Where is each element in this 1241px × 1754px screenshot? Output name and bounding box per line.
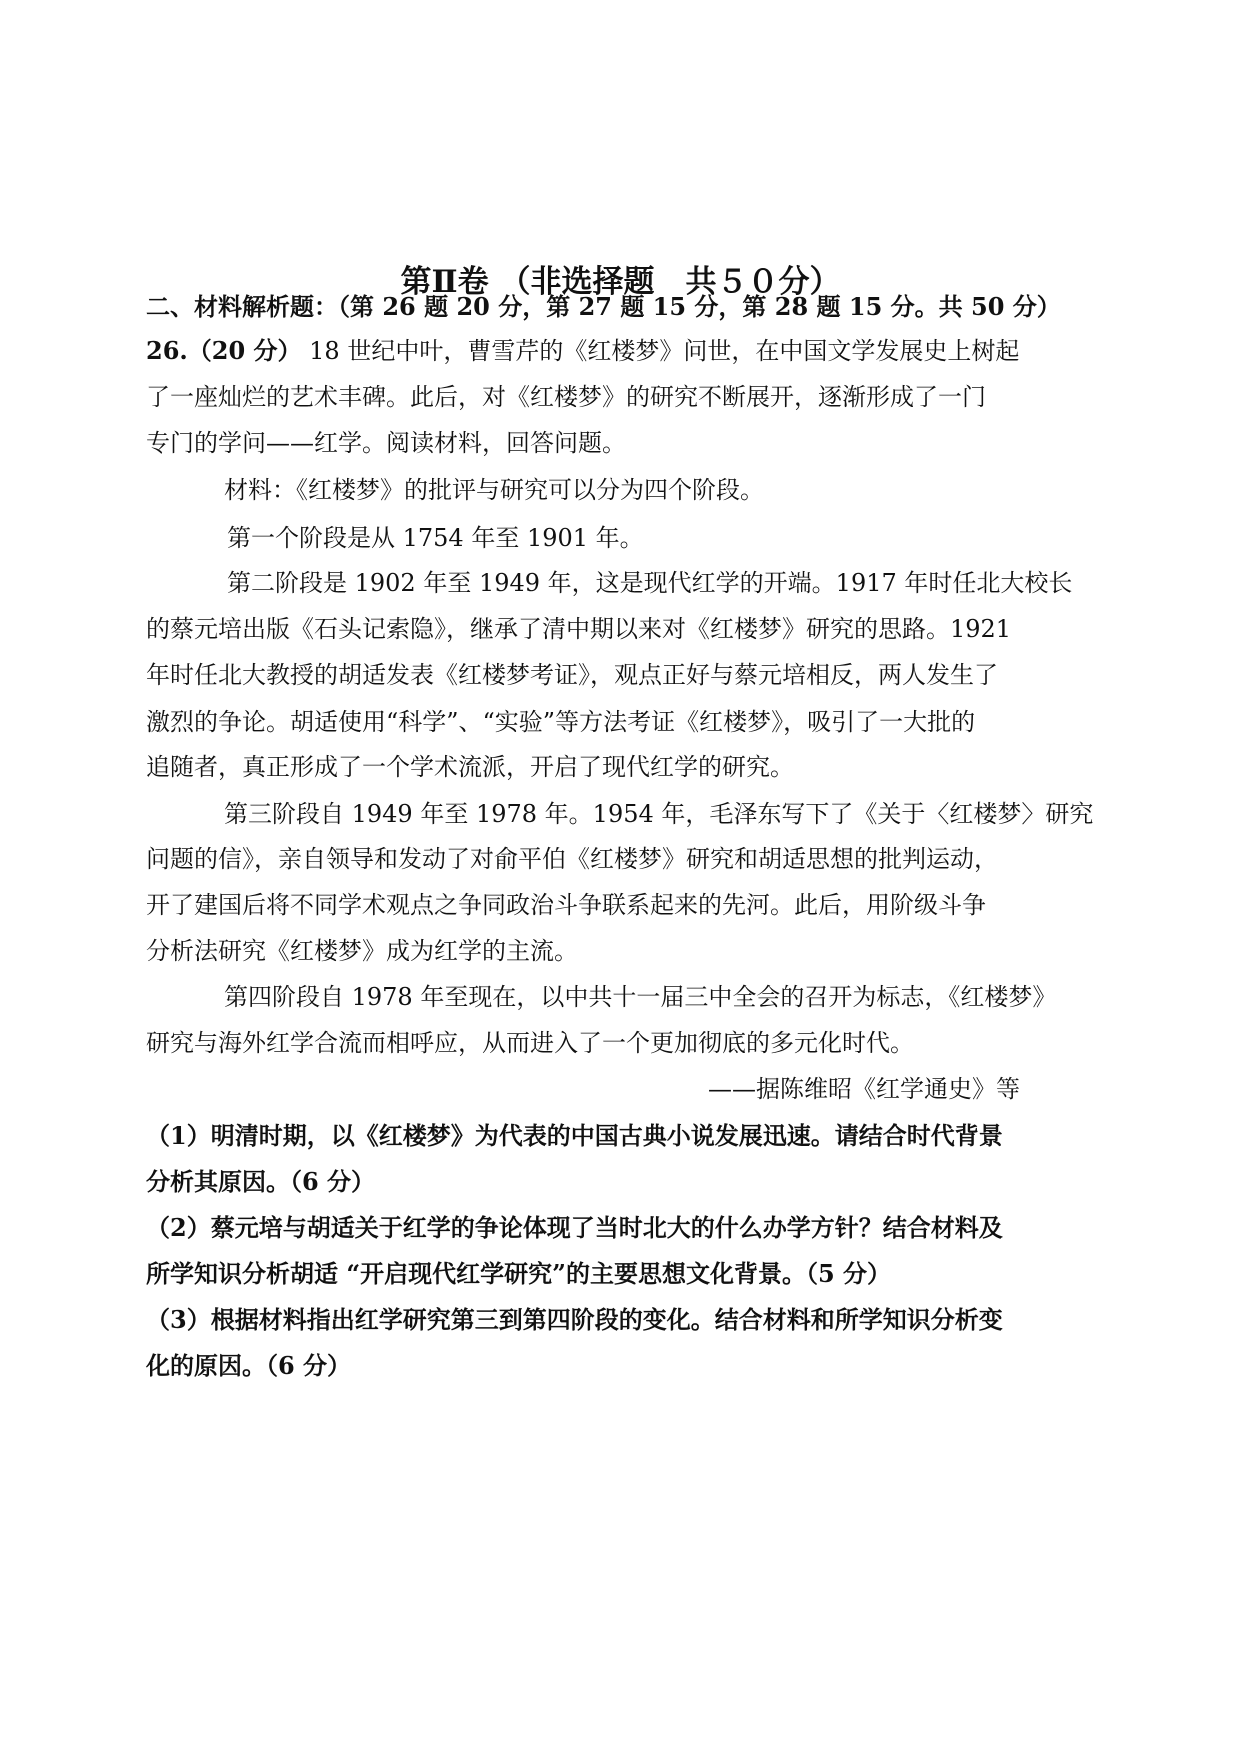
material-stage-3-line-4: 分析法研究《红楼梦》成为红学的主流。 (146, 937, 578, 965)
material-stage-3-line-1: 第三阶段自 1949 年至 1978 年。1954 年，毛泽东写下了《关于〈红楼梦〉研究 (224, 800, 1094, 828)
material-stage-2-line-3: 年时任北大教授的胡适发表《红楼梦考证》，观点正好与蔡元培相反，两人发生了 (146, 661, 998, 689)
material-stage-2-line-4: 激烈的争论。胡适使用“科学”、“实验”等方法考证《红楼梦》，吸引了一大批的 (146, 708, 976, 736)
sub-question-2-line-1: （2）蔡元培与胡适关于红学的争论体现了当时北大的什么办学方针？结合材料及 (146, 1213, 1003, 1242)
question-intro-line-2: 了一座灿烂的艺术丰碑。此后，对《红楼梦》的研究不断展开，逐渐形成了一门 (146, 383, 986, 411)
material-source: ——据陈维昭《红学通史》等 (708, 1075, 1020, 1103)
material-stage-2-line-1: 第二阶段是 1902 年至 1949 年，这是现代红学的开端。1917 年时任北大校长 (227, 569, 1073, 597)
section-heading: 二、材料解析题：（第 26 题 20 分，第 27 题 15 分，第 28 题 15 分。共 50 分） (146, 292, 1061, 321)
sub-question-1-line-1: （1）明清时期，以《红楼梦》为代表的中国古典小说发展迅速。请结合时代背景 (146, 1121, 1003, 1150)
question-intro-text-1: 18 世纪中叶，曹雪芹的《红楼梦》问世，在中国文学发展史上树起 (309, 337, 1020, 365)
sub-question-3-line-2: 化的原因。（6 分） (146, 1351, 352, 1380)
sub-question-2-line-2: 所学知识分析胡适 “开启现代红学研究”的主要思想文化背景。（5 分） (146, 1259, 892, 1288)
material-intro: 材料：《红楼梦》的批评与研究可以分为四个阶段。 (224, 476, 764, 504)
material-stage-2-line-2: 的蔡元培出版《石头记索隐》，继承了清中期以来对《红楼梦》研究的思路。1921 (146, 615, 1012, 643)
sub-question-3-line-1: （3）根据材料指出红学研究第三到第四阶段的变化。结合材料和所学知识分析变 (146, 1305, 1003, 1334)
question-intro-line-1 (146, 335, 1086, 367)
material-stage-4-line-2: 研究与海外红学合流而相呼应，从而进入了一个更加彻底的多元化时代。 (146, 1029, 914, 1057)
material-stage-2-line-5: 追随者，真正形成了一个学术流派，开启了现代红学的研究。 (146, 753, 794, 781)
question-number: 26.（20 分） (146, 336, 302, 365)
material-stage-3-line-2: 问题的信》，亲自领导和发动了对俞平伯《红楼梦》研究和胡适思想的批判运动， (146, 845, 998, 873)
material-stage-4-line-1: 第四阶段自 1978 年至现在，以中共十一届三中全会的召开为标志，《红楼梦》 (224, 983, 1057, 1011)
material-stage-3-line-3: 开了建国后将不同学术观点之争同政治斗争联系起来的先河。此后，用阶级斗争 (146, 891, 986, 919)
sub-question-1-line-2: 分析其原因。（6 分） (146, 1167, 376, 1196)
material-stage-1: 第一个阶段是从 1754 年至 1901 年。 (227, 524, 644, 552)
page-title: 第Ⅱ卷 （非选择题 共５０分） (400, 264, 841, 300)
question-intro-line-3: 专门的学问——红学。阅读材料，回答问题。 (146, 429, 626, 457)
